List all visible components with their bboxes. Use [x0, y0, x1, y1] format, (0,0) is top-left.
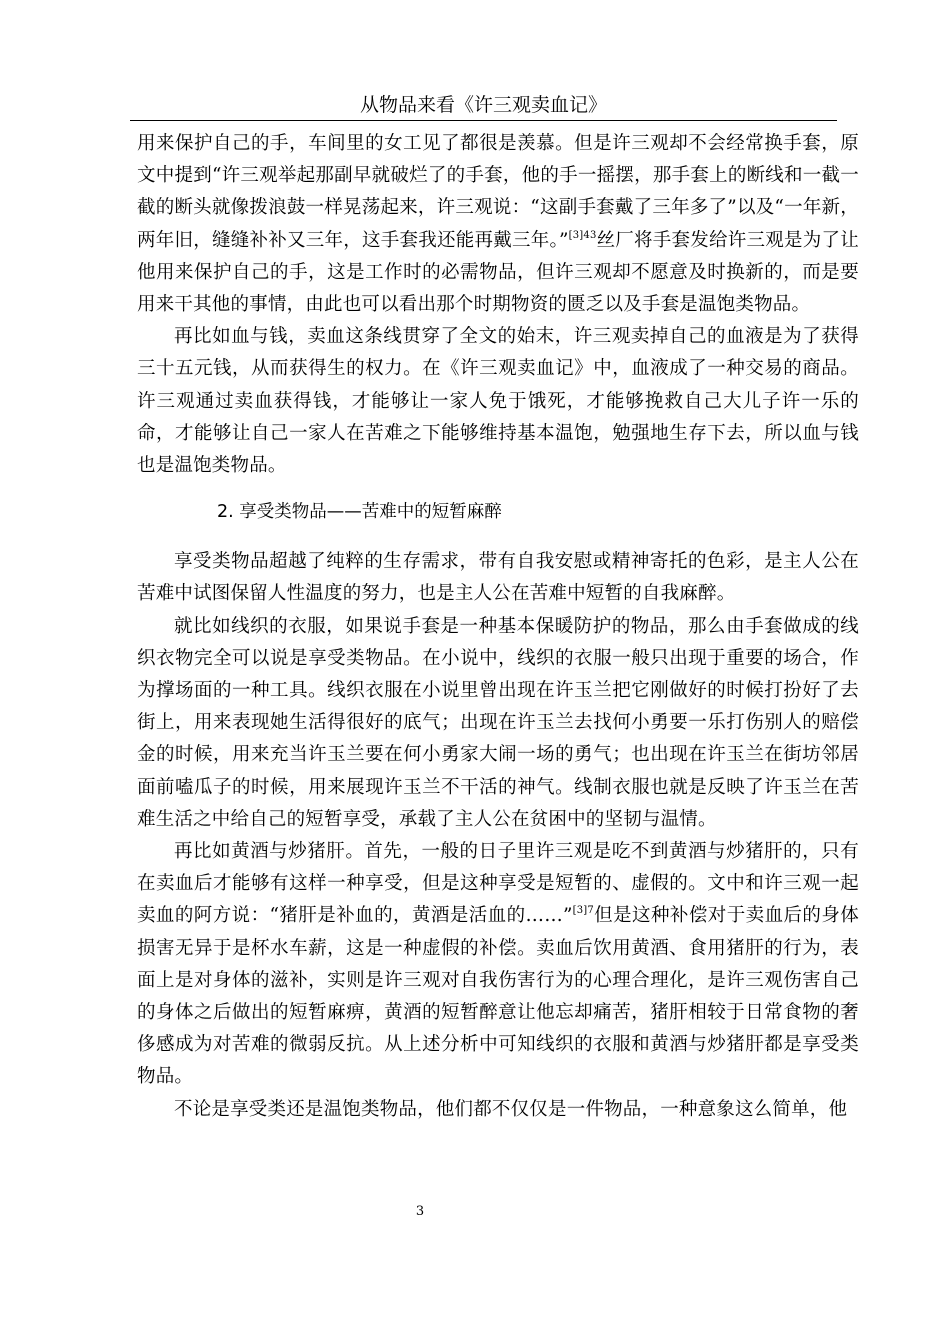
paragraph-enjoyment-intro: 享受类物品超越了纯粹的生存需求，带有自我安慰或精神寄托的色彩，是主人公在苦难中试图保留人性温度的努力，也是主人公在苦难中短暂的自我麻醉。 — [137, 551, 859, 605]
citation-ref: [3]7 — [572, 905, 594, 917]
page-number: 3 — [415, 1204, 425, 1219]
running-header: 从物品来看《许三观卖血记》 — [359, 94, 607, 116]
header-rule — [130, 120, 837, 121]
paragraph-gloves — [137, 128, 859, 321]
paragraph-wine-liver — [137, 836, 859, 1094]
section-heading: 2. 享受类物品——苦难中的短暂麻醉 — [217, 502, 502, 523]
paragraph-blood-money: 再比如血与钱，卖血这条线贯穿了全文的始末，许三观卖掉自己的血液是为了获得三十五元钱，从而获得生的权力。在《许三观卖血记》中，血液成了一种交易的商品。许三观通过卖血获得钱，才能够让一家人免于饿死，才能够挽救自己大儿子许一乐的命，才能够让自己一家人在苦难之下能够维持基本温饱，勉强地生存下去，所以血与钱也是温饱类物品。 — [137, 326, 859, 477]
paragraph-conclusion-start: 不论是享受类还是温饱类物品，他们都不仅仅是一件物品，一种意象这么简单，他 — [174, 1098, 848, 1120]
body-text — [137, 128, 859, 1126]
paragraph-gloves-tail: 丝厂将手套发给许三观是为了让他用来保护自己的手，这是工作时的必需物品，但许三观却不愿意及时换新的，而是要用来干其他的事情，由此也可以看出那个时期物资的匮乏以及手套是温饱类物品。 — [137, 229, 859, 316]
paragraph-knitted-clothes: 就比如线织的衣服，如果说手套是一种基本保暖防护的物品，那么由手套做成的线织衣物完全可以说是享受类物品。在小说中，线织的衣服一般只出现于重要的场合，作为撑场面的一种工具。线织衣服在小说里曾出现在许玉兰把它刚做好的时候打扮好了去街上，用来表现她生活得很好的底气；出现在许玉兰去找何小勇要一乐打伤别人的赔偿金的时候，用来充当许玉兰要在何小勇家大闹一场的勇气；也出现在许玉兰在街坊邻居面前嗑瓜子的时候，用来展现许玉兰不干活的神气。线制衣服也就是反映了许玉兰在苦难生活之中给自己的短暂享受，承载了主人公在贫困中的坚韧与温情。 — [137, 615, 859, 830]
paragraph-wine-liver-text: 再比如黄酒与炒猪肝。首先，一般的日子里许三观是吃不到黄酒与炒猪肝的，只有在卖血后才能够有这样一种享受，但是这种享受是短暂的、虚假的。文中和许三观一起卖血的阿方说：“猪肝是补血的，黄酒是活血的……” — [137, 841, 859, 927]
paragraph-wine-liver-tail: 但是这种补偿对于卖血后的身体损害无异于是杯水车薪，这是一种虚假的补偿。卖血后饮用黄酒、食用猪肝的行为，表面上是对身体的滋补，实则是许三观对自我伤害行为的心理合理化，是许三观伤害自己的身体之后做出的短暂麻痹，黄酒的短暂醉意让他忘却痛苦，猪肝相较于日常食物的奢侈感成为对苦难的微弱反抗。从上述分析中可知线织的衣服和黄酒与炒猪肝都是享受类物品。 — [137, 905, 859, 1088]
paragraph-gloves-text: 用来保护自己的手，车间里的女工见了都很是羡慕。但是许三观却不会经常换手套，原文中提到“许三观举起那副早就破烂了的手套，他的手一摇摆，那手套上的断线和一截一截的断头就像拨浪鼓一样晃荡起来，许三观说：“这副手套戴了三年多了”以及“一年新，两年旧，缝缝补补又三年，这手套我还能再戴三年。” — [137, 133, 859, 251]
citation-ref: [3]43 — [568, 229, 597, 241]
